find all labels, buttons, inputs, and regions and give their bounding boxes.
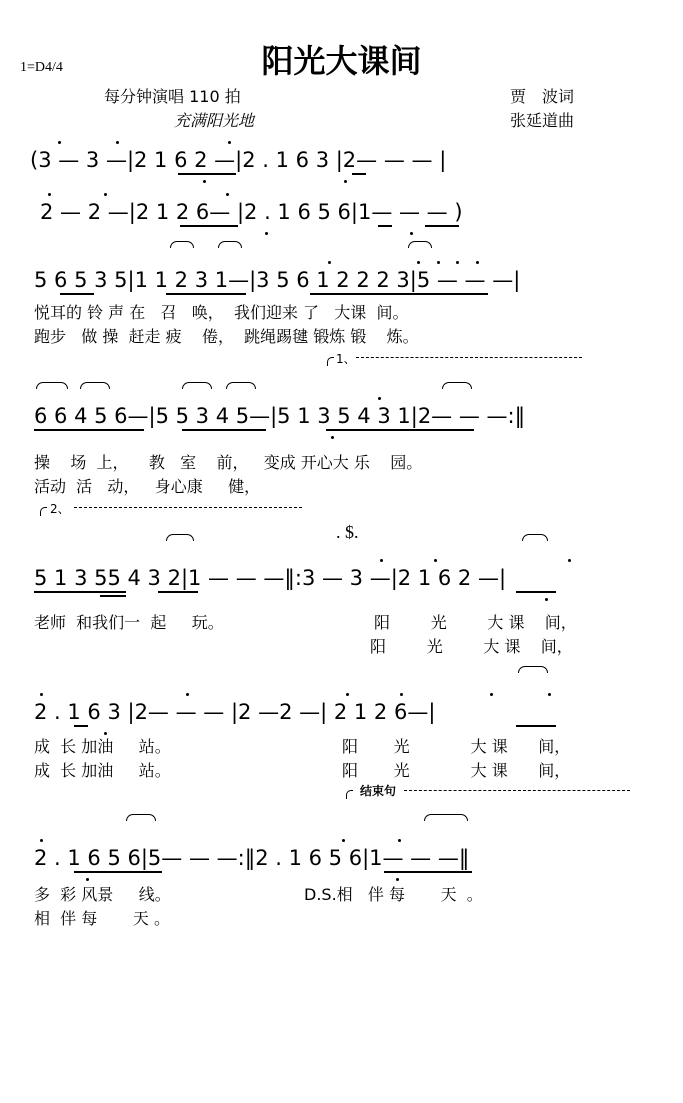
beam-underline — [34, 429, 144, 431]
slur — [80, 382, 110, 389]
octave-dot — [398, 839, 401, 842]
octave-dot — [417, 261, 420, 264]
octave-dot — [346, 693, 349, 696]
key-signature: 1=D4/4 — [20, 60, 63, 75]
slur — [218, 241, 242, 248]
slur — [424, 814, 468, 821]
lyric-verse-1: 悦耳的 铃 声 在 召 唤， 我们迎来 了 大课 间。 — [34, 303, 409, 322]
bottom-edge — [0, 1096, 683, 1103]
volta-bracket — [327, 357, 334, 366]
beam-underline — [516, 725, 556, 727]
beam-underline — [158, 591, 198, 593]
beam-underline — [178, 173, 236, 175]
lyric-verse-2: 阳 光 大 课 间， — [370, 637, 573, 656]
octave-dot — [456, 261, 459, 264]
beam-underline — [378, 225, 392, 227]
beam-underline — [74, 725, 88, 727]
beam-underline — [310, 293, 488, 295]
lyric-verse-1: 阳 光 大 课 间， — [374, 613, 577, 632]
beam-underline — [326, 429, 474, 431]
lyricist-credit: 贾 波词 — [510, 87, 575, 106]
octave-dot — [331, 436, 334, 439]
beam-underline — [180, 225, 238, 227]
slur — [170, 241, 194, 248]
octave-dot — [48, 193, 51, 196]
ending-bracket — [346, 790, 353, 799]
lyric-verse-1: 操 场 上， 教 室 前， 变成 开心大 乐 园。 — [34, 453, 423, 472]
lyric-verse-2: 活动 活 动， 身心康 健， — [34, 477, 261, 496]
beam-underline — [100, 595, 126, 597]
octave-dot — [226, 193, 229, 196]
octave-dot — [228, 141, 231, 144]
volta-bracket — [40, 507, 47, 516]
lyric-verse-2: 阳 光 大 课 间， — [342, 761, 571, 780]
song-title: 阳光大课间 — [261, 42, 422, 80]
octave-dot — [344, 180, 347, 183]
octave-dot — [58, 141, 61, 144]
octave-dot — [203, 180, 206, 183]
octave-dot — [40, 839, 43, 842]
lyric-verse-2: 成 长 加油 站。 — [34, 761, 171, 780]
lyric-verse-2: 相 伴 每 天 。 — [34, 909, 170, 928]
slur — [522, 534, 548, 541]
slur — [442, 382, 472, 389]
octave-dot — [437, 261, 440, 264]
beam-underline — [516, 591, 556, 593]
slur — [182, 382, 212, 389]
slur — [36, 382, 68, 389]
music-line-7: 2 . 1 6 5 6|5— — —:‖2 . 1 6 5 6|1— — —‖ — [34, 846, 470, 870]
slur — [126, 814, 156, 821]
octave-dot — [380, 559, 383, 562]
beam-underline — [60, 293, 94, 295]
octave-dot — [476, 261, 479, 264]
expression-marking: 充满阳光地 — [174, 111, 255, 130]
octave-dot — [40, 693, 43, 696]
music-line-4: 6 6 4 5 6—|5 5 3 4 5—|5 1 3 5 4 3 1|2— — —:‖ — [34, 404, 526, 428]
music-line-1: (3 — 3 —|2 1 6 2 —|2 . 1 6 3 |2— — — | — [30, 148, 447, 172]
octave-dot — [342, 839, 345, 842]
composer-credit: 张延道曲 — [510, 111, 575, 130]
slur — [518, 666, 548, 673]
music-line-6: 2 . 1 6 3 |2— — — |2 —2 —| 2 1 2 6—| — [34, 700, 436, 724]
octave-dot — [116, 141, 119, 144]
octave-dot — [104, 193, 107, 196]
beam-underline — [182, 429, 266, 431]
music-line-5: 5 1 3 55 4 3 2|1 — — —‖:3 — 3 —|2 1 6 2 —| — [34, 566, 507, 590]
lyric-verse-1: 老师 和我们一 起 玩。 — [34, 613, 224, 632]
slur — [226, 382, 256, 389]
lyric-verse-2: 跑步 做 操 赶走 疲 倦， 跳绳踢毽 锻炼 锻 炼。 — [34, 327, 419, 346]
slur — [408, 241, 432, 248]
octave-dot — [86, 878, 89, 881]
beam-underline — [352, 173, 366, 175]
slur — [166, 534, 194, 541]
lyric-verse-1: 阳 光 大 课 间， — [342, 737, 571, 756]
lyric-verse-1: 成 长 加油 站。 — [34, 737, 171, 756]
volta-1-label: 1、 — [336, 352, 356, 366]
beam-underline — [166, 293, 246, 295]
da-segno-lyric: D.S.相 伴 每 天 。 — [304, 885, 483, 904]
music-line-2: 2 — 2 —|2 1 2 6— |2 . 1 6 5 6|1— — — ) — [40, 200, 463, 224]
beam-underline — [34, 591, 126, 593]
octave-dot — [434, 559, 437, 562]
octave-dot — [265, 232, 268, 235]
music-line-3: 5 6 5 3 5|1 1 2 3 1—|3 5 6 1 2 2 2 3|5 — — —| — [34, 268, 521, 292]
beam-underline — [74, 871, 162, 873]
octave-dot — [548, 693, 551, 696]
volta-line — [74, 507, 302, 508]
volta-2-label: 2、 — [50, 502, 70, 516]
beam-underline — [425, 225, 459, 227]
octave-dot — [186, 693, 189, 696]
octave-dot — [568, 559, 571, 562]
octave-dot — [396, 878, 399, 881]
tempo-marking: 每分钟演唱 110 拍 — [104, 87, 241, 106]
octave-dot — [328, 261, 331, 264]
octave-dot — [378, 397, 381, 400]
octave-dot — [490, 693, 493, 696]
segno-sign: . $. — [336, 522, 359, 542]
octave-dot — [410, 232, 413, 235]
volta-line — [356, 357, 582, 358]
ending-label: 结束句 — [360, 784, 397, 798]
ending-line — [404, 790, 630, 791]
lyric-verse-1: 多 彩 风景 线。 — [34, 885, 171, 904]
octave-dot — [545, 598, 548, 601]
beam-underline — [384, 871, 472, 873]
octave-dot — [400, 693, 403, 696]
